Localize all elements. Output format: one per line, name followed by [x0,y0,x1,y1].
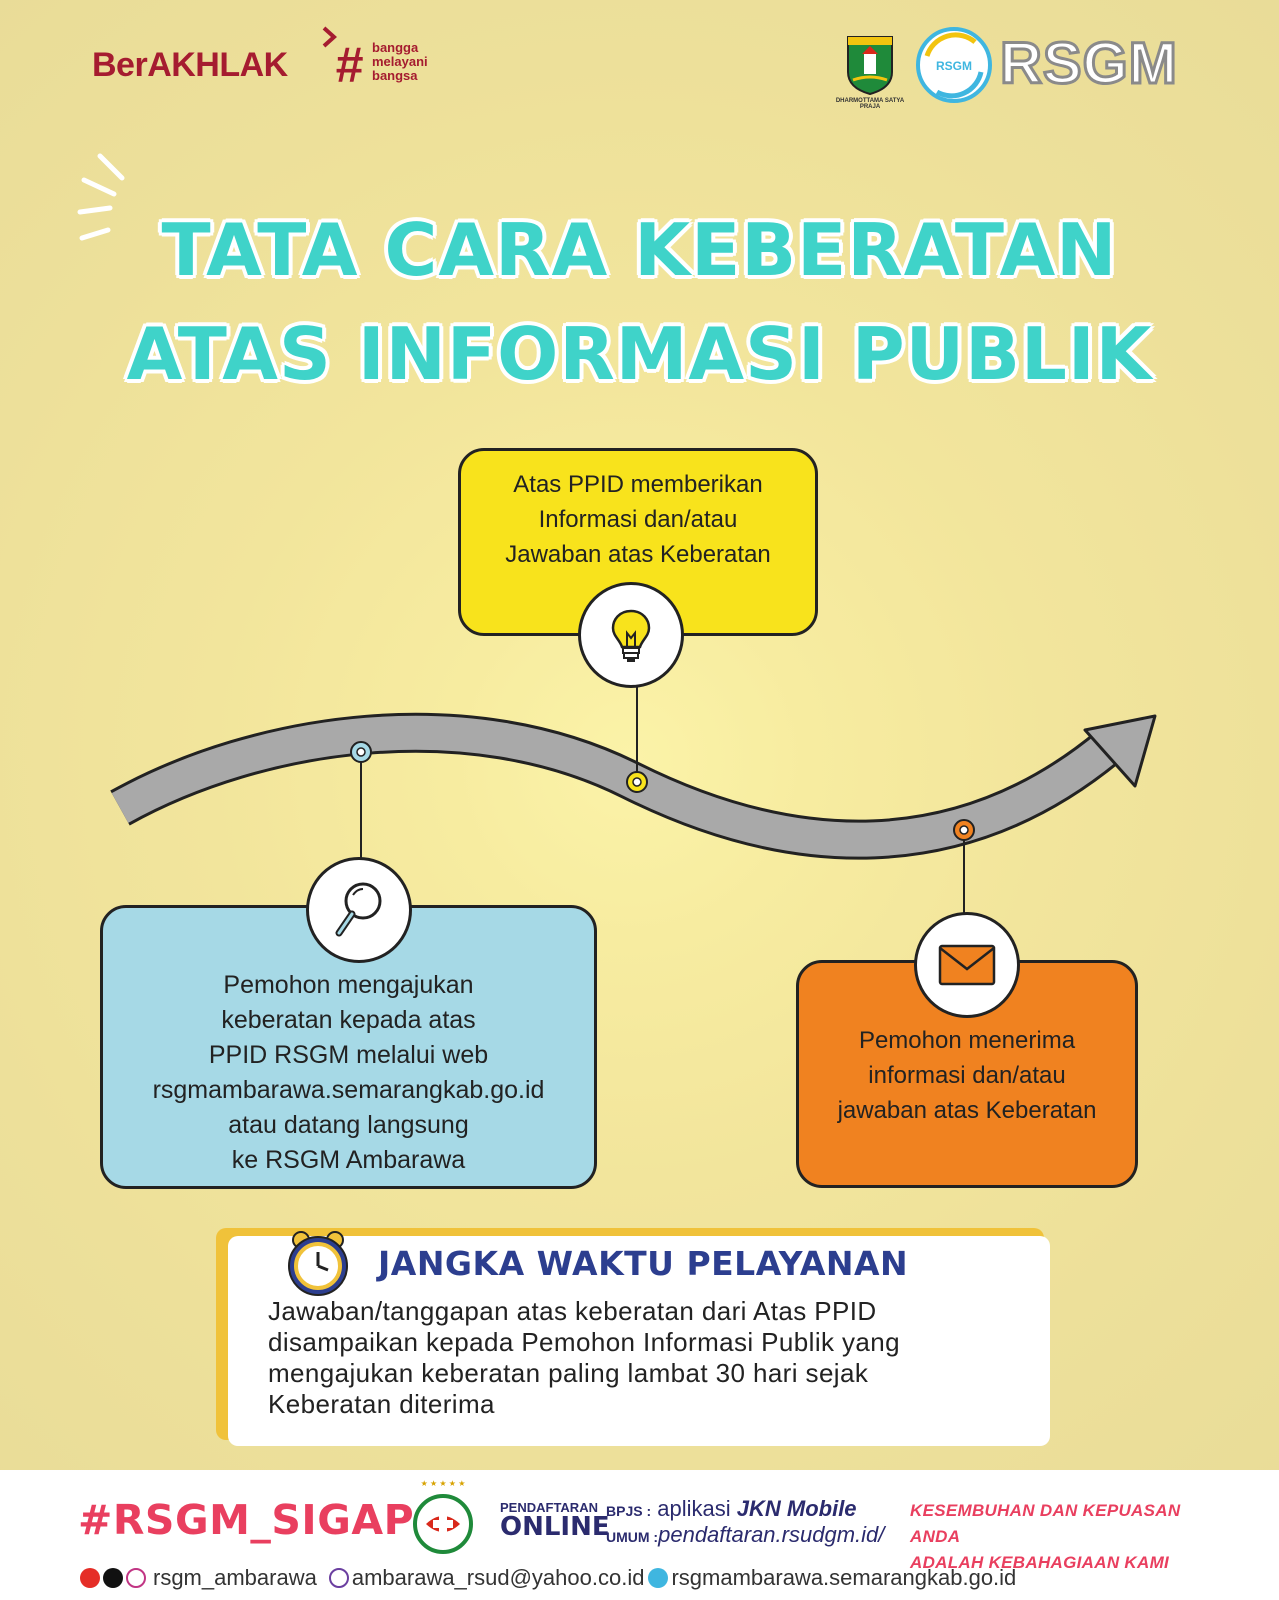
crest-caption: DHARMOTTAMA SATYA PRAJA [835,98,905,110]
lightbulb-icon [578,582,684,688]
jangka-line: Jawaban/tanggapan atas keberatan dari Atas PPID [268,1296,877,1326]
bpjs-line [606,1496,857,1522]
step2-line: Atas PPID memberikan [513,471,763,498]
email-icon [329,1568,349,1588]
jkn-mobile-text: JKN Mobile [736,1496,857,1521]
umum-link[interactable]: pendaftaran.rsudgm.id/ [658,1522,885,1547]
rsgm-wordmark: RSGM [1000,31,1178,96]
page-title-line1: TATA CARA KEBERATAN [161,208,1118,292]
magnifier-icon [306,857,412,963]
pendaftaran-label: PENDAFTARAN [500,1500,598,1515]
jangka-line: mengajukan keberatan paling lambat 30 hari sejak [268,1358,869,1388]
slogan-line: KESEMBUHAN DAN KEPUASAN ANDA [910,1501,1181,1546]
step2-line: Jawaban atas Keberatan [505,541,771,568]
website-link[interactable]: rsgmambarawa.semarangkab.go.id [671,1565,1017,1590]
hash-symbol: # [335,37,363,93]
svg-text:★ ★ ★ ★ ★: ★ ★ ★ ★ ★ [420,1479,466,1488]
umum-label: UMUM : [606,1529,659,1545]
rsgm-sigap-hashtag: #RSGM_SIGAP [78,1496,415,1544]
jangka-line: disampaikan kepada Pemohon Informasi Publik yang [268,1327,901,1357]
bpjs-text: aplikasi [657,1496,731,1521]
hashtag-line: melayani [372,54,428,69]
youtube-icon[interactable] [80,1568,100,1588]
step3-line: jawaban atas Keberatan [837,1097,1097,1124]
step3-line: Pemohon menerima [858,1027,1076,1054]
online-label: ONLINE [500,1512,610,1542]
step1-line: rsgmambarawa.semarangkab.go.id [152,1076,545,1104]
social-handle[interactable]: rsgm_ambarawa [153,1565,317,1590]
step1-line: Pemohon mengajukan [223,971,474,999]
step1-line: keberatan kepada atas [221,1006,476,1034]
globe-icon [648,1568,668,1588]
bpjs-label: BPJS : [606,1503,652,1519]
step1-line: PPID RSGM melalui web [208,1041,489,1069]
hashtag-line: bangga [372,40,419,55]
jangka-body [268,1296,1048,1420]
step3-line: informasi dan/atau [868,1062,1066,1089]
envelope-icon [914,912,1020,1018]
berakhlak-logo: BerAKHLAK [92,46,288,84]
kemenkes-logo [408,1478,478,1562]
hashtag-line: bangsa [372,68,418,83]
step2-line: Informasi dan/atau [538,506,738,533]
rsgm-badge-text: RSGM [936,59,972,73]
umum-line [606,1522,884,1548]
jangka-title: JANGKA WAKTU PELAYANAN [378,1244,909,1283]
slogan-line: ADALAH KEBAHAGIAAN KAMI [910,1553,1170,1572]
email-address[interactable]: ambarawa_rsud@yahoo.co.id [351,1565,645,1590]
social-row [80,1565,1016,1591]
page-title-line2: ATAS INFORMASI PUBLIK [126,312,1153,396]
step1-line: atau datang langsung [228,1111,469,1139]
instagram-icon[interactable] [126,1568,146,1588]
jangka-line: Keberatan diterima [268,1389,495,1419]
step1-line: ke RSGM Ambarawa [231,1146,466,1174]
tiktok-icon[interactable] [103,1568,123,1588]
clock-icon [283,1228,353,1298]
